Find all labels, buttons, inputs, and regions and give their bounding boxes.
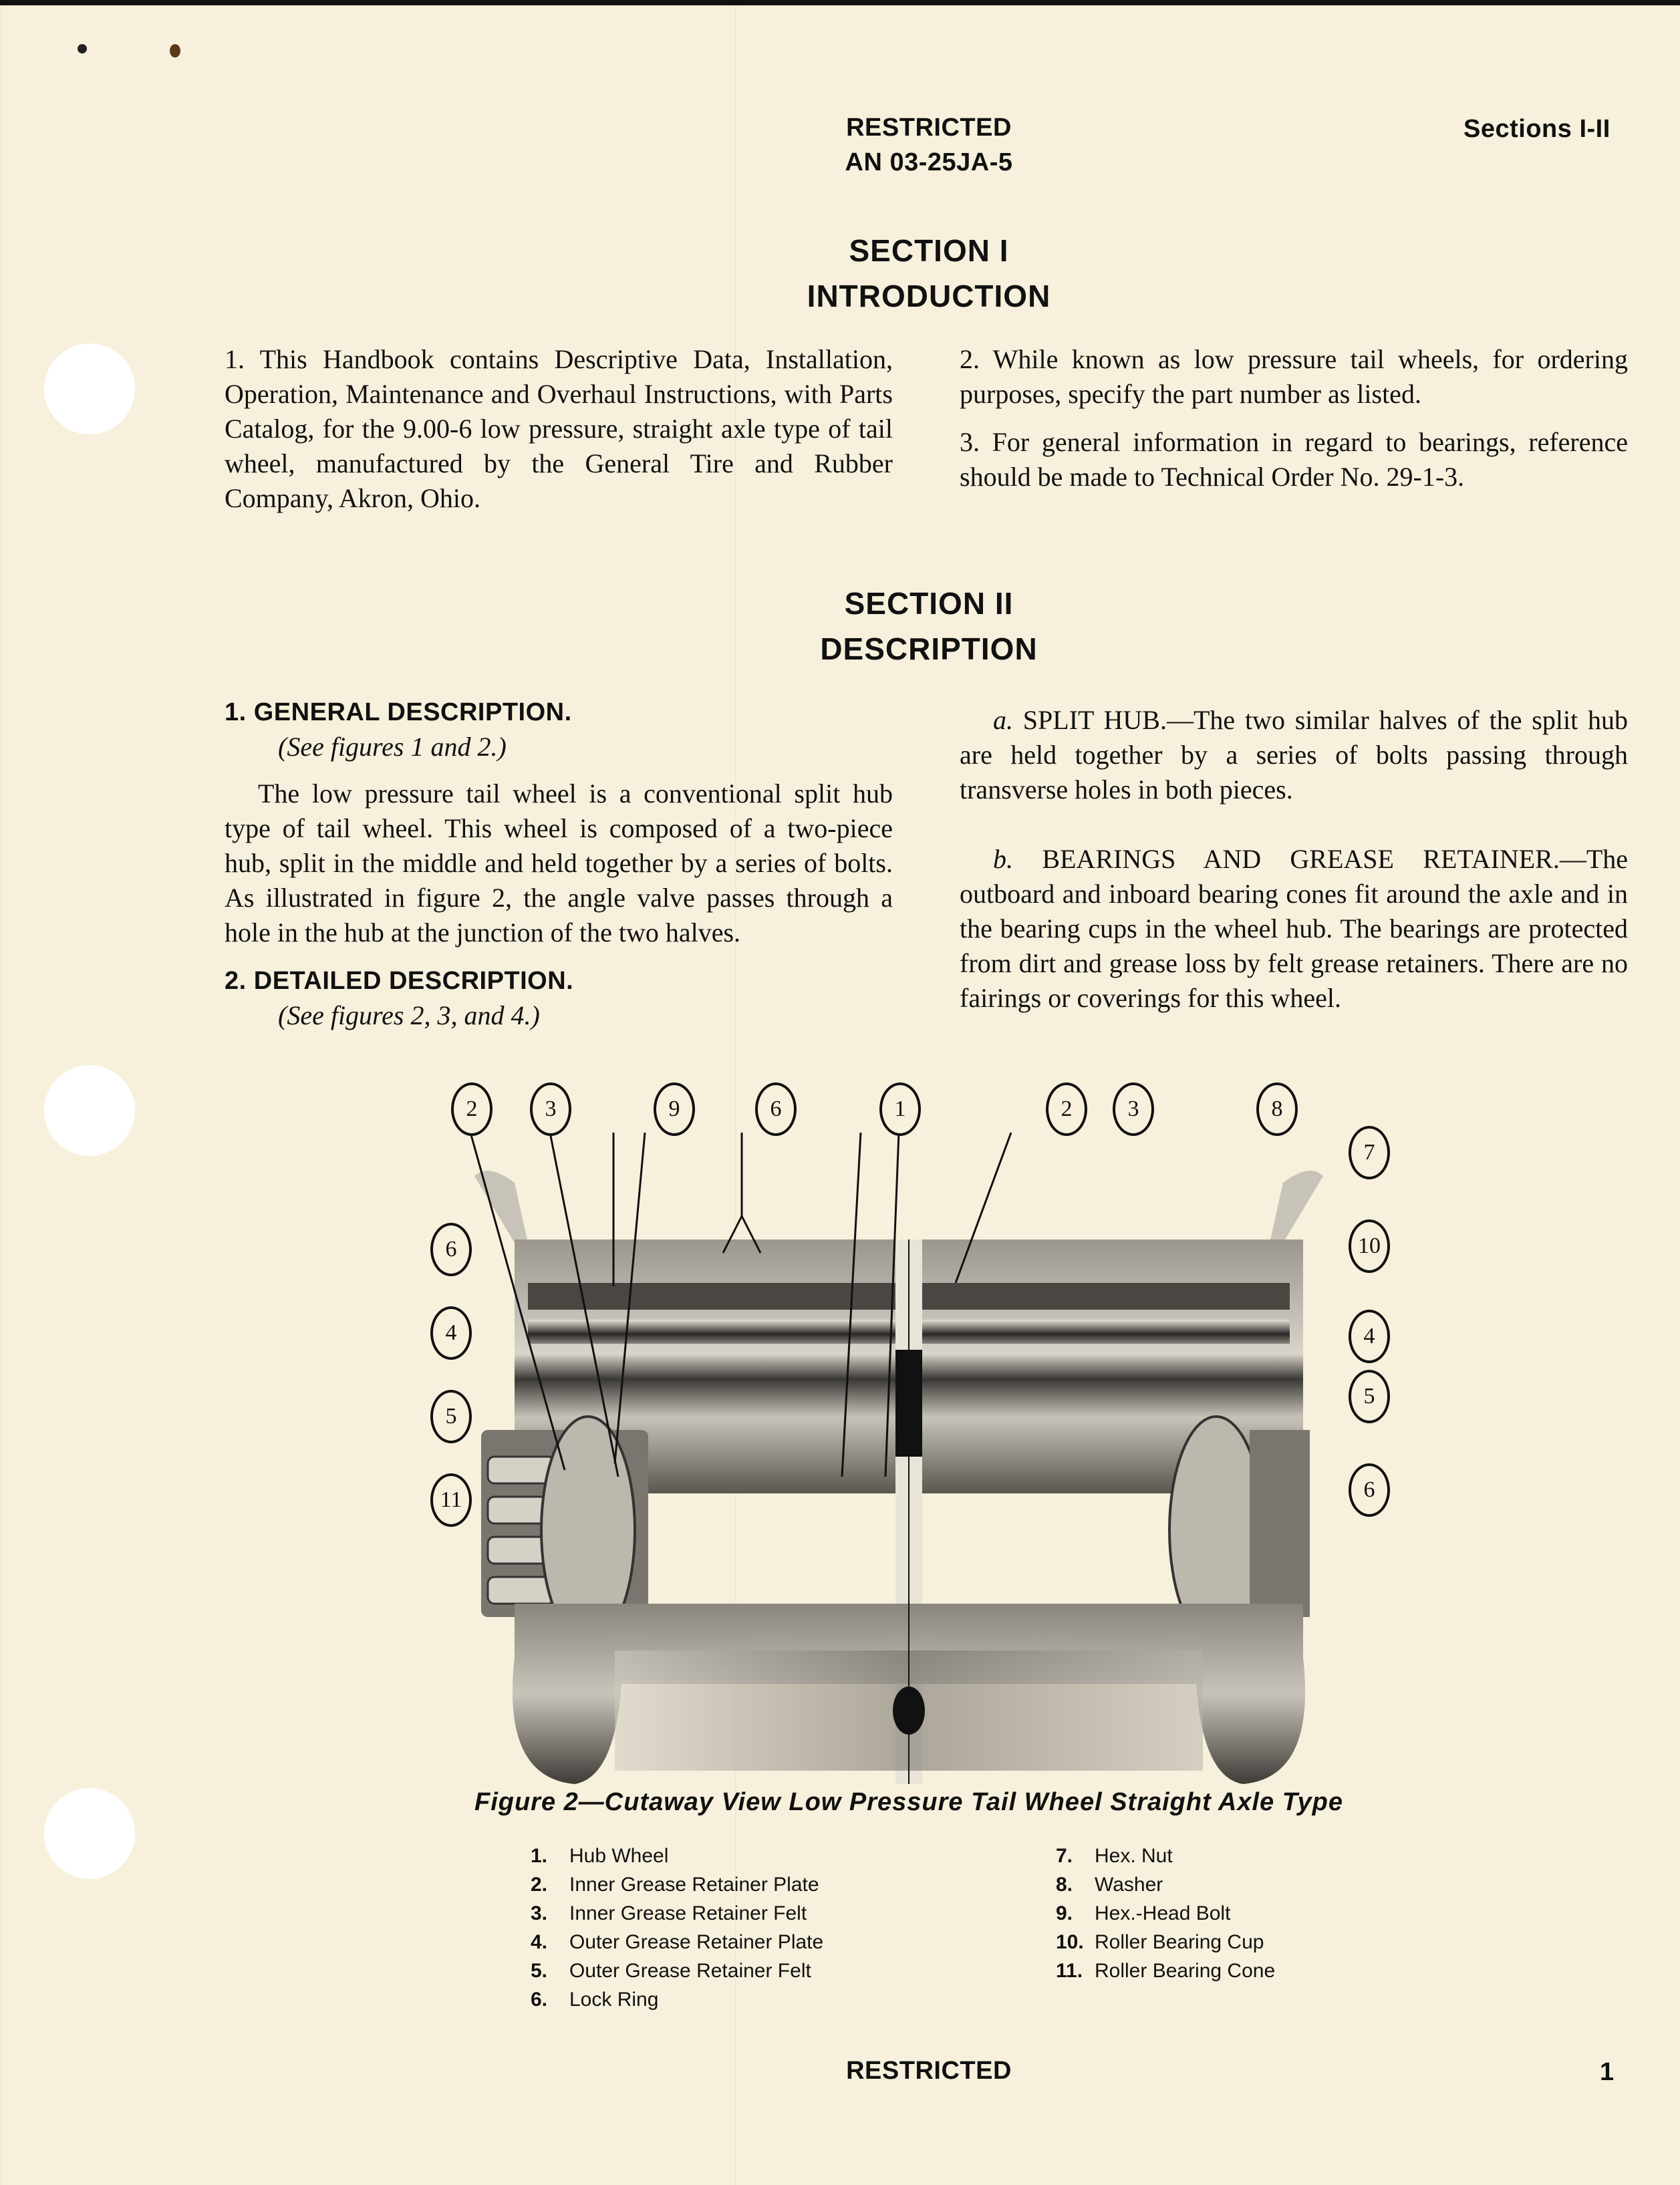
document-number: AN 03-25JA-5: [845, 148, 1013, 176]
legend-item: [531, 1842, 932, 1870]
figure-caption: Figure 2—Cutaway View Low Pressure Tail Wheel Straight Axle Type: [474, 1788, 1344, 1816]
legend-label: Roller Bearing Cone: [1095, 1960, 1276, 1982]
legend-num: 4.: [531, 1931, 548, 1953]
cutaway-wheel-figure: [414, 1082, 1403, 1784]
callout-3: 3: [530, 1082, 571, 1136]
callout-9: 9: [654, 1082, 695, 1136]
general-description-text: The low pressure tail wheel is a conventional split hub type of tail wheel. This wheel is composed of a two-piece hub, split in the middle and held together by a series of bolts. As illustrated in figure 2, the angle valve passes through a hole in the hub at the junction of the two halves.: [225, 778, 893, 948]
ink-speck: [170, 44, 180, 57]
legend-num: 2.: [531, 1874, 548, 1896]
section-1-title: INTRODUCTION: [807, 279, 1051, 313]
legend-num: 6.: [531, 1989, 548, 2011]
split-hub-label: a.: [993, 705, 1013, 735]
bearings-label: b.: [993, 844, 1013, 874]
callout-8: 8: [1256, 1082, 1298, 1136]
intro-paragraph-1: [225, 342, 893, 529]
intro-paragraphs-2-3: [960, 342, 1628, 508]
left-flange: [474, 1171, 528, 1243]
general-description-heading: 1. GENERAL DESCRIPTION.: [225, 698, 572, 726]
page-number: 1: [1600, 2058, 1615, 2086]
bearings-paragraph: [960, 842, 1628, 1016]
legend-item: [531, 1956, 932, 1985]
ink-speck: [78, 44, 87, 53]
legend-item: [1056, 1842, 1457, 1870]
legend-label: Hex.-Head Bolt: [1095, 1902, 1231, 1924]
legend-label: Hub Wheel: [569, 1845, 669, 1867]
legend-label: Roller Bearing Cup: [1095, 1931, 1264, 1953]
section-2-title: DESCRIPTION: [820, 631, 1038, 666]
legend-num: 10.: [1056, 1931, 1084, 1953]
callout-5-left: 5: [430, 1390, 472, 1443]
callout-4-left: 4: [430, 1306, 472, 1360]
legend-num: 9.: [1056, 1902, 1073, 1924]
binder-hole: [44, 1788, 135, 1879]
legend-item: [531, 1899, 932, 1928]
legend-item: [1056, 1928, 1457, 1956]
legend-label: Outer Grease Retainer Felt: [569, 1960, 811, 1982]
legend-item: [531, 1928, 932, 1956]
legend-right: [1056, 1842, 1457, 1985]
callout-1: 1: [879, 1082, 921, 1136]
legend-num: 3.: [531, 1902, 548, 1924]
legend-item: [1056, 1956, 1457, 1985]
callout-11: 11: [430, 1473, 472, 1527]
callout-6: 6: [755, 1082, 797, 1136]
callout-10: 10: [1349, 1219, 1390, 1273]
legend-label: Lock Ring: [569, 1989, 659, 2011]
callout-5-right: 5: [1349, 1370, 1390, 1423]
callout-3-right: 3: [1113, 1082, 1154, 1136]
legend-num: 8.: [1056, 1874, 1073, 1896]
callout-4-right: 4: [1349, 1310, 1390, 1363]
footer-classification: RESTRICTED: [846, 2057, 1012, 2085]
split-hub-text: SPLIT HUB.—The two similar halves of the split hub are held together by a series of bolts passing through transverse holes in both pieces.: [960, 705, 1628, 805]
legend-left: [531, 1842, 932, 2014]
callout-2-right: 2: [1046, 1082, 1087, 1136]
section-2-number: SECTION II: [844, 586, 1014, 621]
description-left-column: [225, 695, 893, 1045]
legend-item: [1056, 1899, 1457, 1928]
legend-label: Hex. Nut: [1095, 1845, 1173, 1867]
intro-text-1: 1. This Handbook contains Descriptive Data, Installation, Operation, Maintenance and Overhaul Instructions, with Parts Catalog, for the 9.00-6 low pressure, straight axle type of tail wheel, manufactured by the General Tire and Rubber Company, Akron, Ohio.: [225, 344, 893, 513]
legend-label: Washer: [1095, 1874, 1163, 1896]
legend-label: Outer Grease Retainer Plate: [569, 1931, 824, 1953]
callout-6-right: 6: [1349, 1463, 1390, 1517]
legend-label: Inner Grease Retainer Plate: [569, 1874, 819, 1896]
description-right-column: [960, 703, 1628, 1029]
legend-item: [531, 1870, 932, 1899]
section-1-number: SECTION I: [849, 233, 1009, 268]
bearings-text: BEARINGS AND GREASE RETAINER.—The outboard and inboard bearing cones fit around the axle and in the bearing cups in the wheel hub. The bearings are protected from dirt and grease loss by felt grease retainers. There are no fairings or coverings for this wheel.: [960, 844, 1629, 1013]
scan-edge: [0, 0, 1680, 5]
binder-hole: [44, 343, 135, 434]
legend-item: [531, 1985, 932, 2014]
legend-label: Inner Grease Retainer Felt: [569, 1902, 807, 1924]
detailed-description-reference: (See figures 2, 3, and 4.): [278, 1000, 540, 1030]
callout-7: 7: [1349, 1126, 1390, 1179]
callout-2: 2: [451, 1082, 493, 1136]
legend-item: [1056, 1870, 1457, 1899]
right-flange: [1270, 1171, 1323, 1243]
split-hub-paragraph: [960, 703, 1628, 807]
section-range: Sections I-II: [1463, 115, 1611, 143]
callout-6-left: 6: [430, 1223, 472, 1276]
header-classification: RESTRICTED: [846, 114, 1012, 142]
legend-num: 1.: [531, 1845, 548, 1867]
wheel-cutaway-illustration: [414, 1082, 1403, 1784]
general-description-reference: (See figures 1 and 2.): [278, 732, 507, 762]
intro-text-3: 3. For general information in regard to bearings, reference should be made to Technical Order No. 29-1-3.: [960, 427, 1628, 492]
legend-num: 7.: [1056, 1845, 1073, 1867]
binder-hole: [44, 1065, 135, 1156]
legend-num: 5.: [531, 1960, 548, 1982]
legend-num: 11.: [1056, 1960, 1083, 1982]
intro-text-2: 2. While known as low pressure tail wheels, for ordering purposes, specify the part number as listed.: [960, 344, 1628, 409]
detailed-description-heading: 2. DETAILED DESCRIPTION.: [225, 967, 574, 995]
